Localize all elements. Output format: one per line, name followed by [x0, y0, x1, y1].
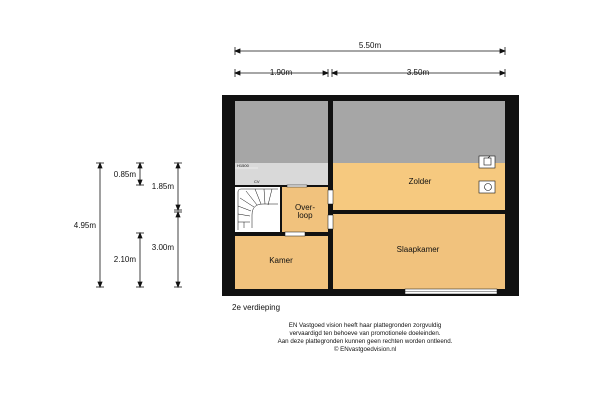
- dimension-bottom-large: [174, 212, 182, 287]
- floor-label: 2e verdieping: [232, 303, 281, 312]
- appliance-icon-bottom: [479, 181, 495, 193]
- disclaimer-line-4: © ENvastgoedvision.nl: [333, 346, 397, 353]
- dimension-top-medium-label: 1.85m: [151, 182, 174, 191]
- disclaimer-line-1: EN Vastgoed vision heeft haar plattegronden zorgvuldig: [288, 322, 442, 329]
- inner-wall-landing: [235, 185, 328, 187]
- inner-wall-kamer-top: [235, 232, 328, 236]
- stair-landing-grey: [235, 163, 328, 185]
- sloped-roof-right: [333, 101, 505, 163]
- sloped-roof-left: [235, 101, 328, 163]
- dimension-left-width-label: 1.90m: [269, 68, 293, 77]
- dimension-total-height-label: 4.95m: [73, 221, 96, 230]
- height-mark: H1500: [237, 163, 249, 168]
- inner-wall-stair-overloop: [280, 187, 282, 232]
- dimension-right-width-label: 3.50m: [406, 68, 430, 77]
- stair-area: [235, 187, 280, 232]
- room-label-overloop-1: Over-: [295, 203, 315, 212]
- door-slaapkamer: [328, 215, 333, 229]
- appliance-icon-top: [479, 156, 495, 168]
- cv-label: CV: [254, 179, 260, 184]
- disclaimer: [215, 322, 515, 354]
- dimension-top-medium: [174, 163, 182, 210]
- room-label-slaapkamer: Slaapkamer: [396, 245, 440, 254]
- dimension-total-width-label: 5.50m: [358, 41, 382, 50]
- dimension-bottom-large-label: 3.00m: [151, 243, 174, 252]
- dimension-total-height: [96, 163, 104, 287]
- disclaimer-line-3: Aan deze plattegronden kunnen geen rechten worden ontleend.: [277, 338, 453, 345]
- room-label-kamer: Kamer: [269, 256, 293, 265]
- door-overloop-top: [287, 185, 307, 187]
- dimension-bottom-small: [136, 233, 144, 287]
- disclaimer-line-2: vervaardigd ten behoeve van promotionele doeleinden.: [289, 330, 441, 337]
- dimension-top-small: [136, 163, 144, 185]
- door-kamer: [285, 232, 305, 236]
- dimension-bottom-small-label: 2.10m: [113, 255, 136, 264]
- room-label-overloop-2: loop: [297, 211, 313, 220]
- door-zolder: [328, 190, 333, 204]
- inner-wall-zolder-slaapkamer: [333, 210, 505, 214]
- dimension-top-small-label: 0.85m: [113, 170, 136, 179]
- room-label-zolder: Zolder: [408, 177, 432, 186]
